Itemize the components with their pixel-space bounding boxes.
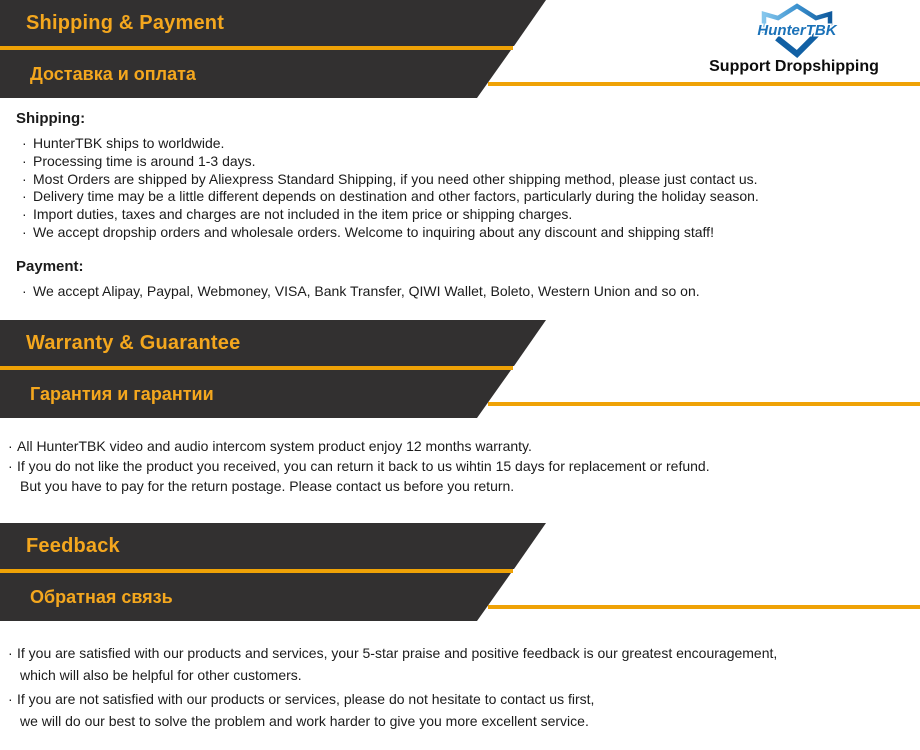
bullet-item: · If you do not like the product you received, you can return it back to us wihtin 15 days for replacement or refund.	[0, 456, 920, 476]
section-title-english: Shipping & Payment	[26, 12, 225, 34]
section-title-english: Feedback	[26, 535, 120, 557]
section-header-shipping	[0, 0, 920, 98]
section-header-warranty	[0, 320, 920, 418]
accent-rule	[488, 82, 920, 86]
feedback-content	[0, 623, 920, 732]
payment-bullet-list	[0, 283, 920, 301]
dropshipping-tagline: Support Dropshipping	[709, 58, 879, 75]
section-title-russian: Обратная связь	[30, 587, 173, 607]
accent-rule	[488, 605, 920, 609]
shipping-payment-content	[0, 97, 920, 301]
bullet-continuation: But you have to pay for the return postage. Please contact us before you return.	[20, 478, 515, 494]
bullet-item: · We accept Alipay, Paypal, Webmoney, VISA, Bank Transfer, QIWI Wallet, Boleto, Western Union and so on.	[0, 283, 920, 301]
brand-logo-text: HunterTBK	[757, 22, 837, 39]
bullet-item: · All HunterTBK video and audio intercom system product enjoy 12 months warranty.	[0, 436, 920, 456]
bullet-continuation: we will do our best to solve the problem and work harder to give you more excellent service.	[20, 713, 589, 729]
bullet-item: · If you are satisfied with our products and services, your 5-star praise and positive feedback is our greatest encouragement,	[0, 642, 920, 664]
payment-heading: Payment:	[16, 257, 84, 275]
bullet-continuation: which will also be helpful for other customers.	[20, 667, 302, 683]
warranty-content	[0, 418, 920, 496]
bullet-item: · Processing time is around 1-3 days.	[0, 153, 920, 171]
bullet-item: · If you are not satisfied with our products or services, please do not hesitate to contact us first,	[0, 688, 920, 710]
bullet-item: · HunterTBK ships to worldwide.	[0, 135, 920, 153]
section-title-english: Warranty & Guarantee	[26, 332, 241, 354]
section-title-russian: Гарантия и гарантии	[30, 384, 214, 404]
shield-logo-icon	[742, 2, 852, 58]
shipping-bullet-list	[0, 135, 920, 242]
bullet-item: · Delivery time may be a little different depends on destination and other factors, particularly during the holiday season.	[0, 188, 920, 206]
section-header-feedback	[0, 523, 920, 621]
bullet-item: · Import duties, taxes and charges are not included in the item price or shipping charges.	[0, 206, 920, 224]
section-title-russian: Доставка и оплата	[30, 64, 196, 84]
bullet-item: · Most Orders are shipped by Aliexpress Standard Shipping, if you need other shipping method, please just contact us.	[0, 171, 920, 189]
shipping-heading: Shipping:	[16, 110, 86, 127]
accent-rule	[488, 402, 920, 406]
bullet-item: · We accept dropship orders and wholesale orders. Welcome to inquiring about any discount and shipping staff!	[0, 224, 920, 242]
brand-logo	[742, 2, 852, 58]
